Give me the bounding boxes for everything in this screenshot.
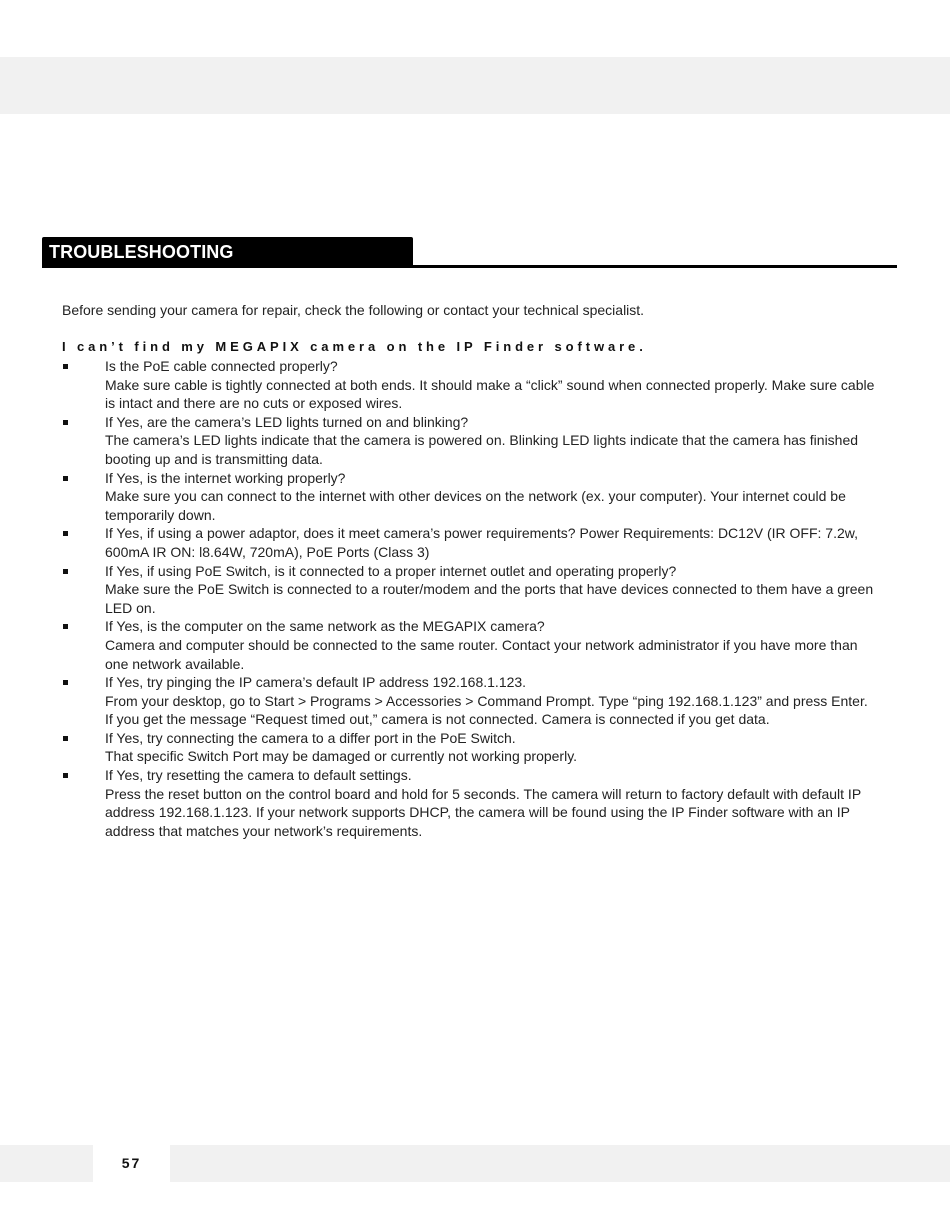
checklist-item [62,562,877,618]
checklist-answer: Make sure cable is tightly connected at both ends. It should make a “click” sound when connected properly. Make sure cable is intact and there are no cuts or exposed wires. [105,376,875,412]
square-bullet-icon [63,773,68,778]
checklist-answer: Make sure the PoE Switch is connected to a router/modem and the ports that have devices connected to them have a green LED on. [105,581,874,616]
square-bullet-icon [63,420,68,425]
troubleshooting-checklist [62,357,877,840]
square-bullet-icon [63,569,68,574]
checklist-question: If Yes, try connecting the camera to a differ port in the PoE Switch. [105,729,516,746]
square-bullet-icon [63,624,68,629]
checklist-item [62,617,877,673]
header-band [0,57,950,114]
checklist-question: If Yes, if using PoE Switch, is it connected to a proper internet outlet and operating properly? [105,562,677,579]
checklist-answer: Make sure you can connect to the internet with other devices on the network (ex. your computer). Your internet could be temporarily down. [105,488,846,523]
section-title: TROUBLESHOOTING [49,242,234,262]
checklist-question: If Yes, are the camera’s LED lights turned on and blinking? [105,413,469,430]
checklist-item [62,729,877,766]
checklist-answer: Camera and computer should be connected to the same router. Contact your network administrator if you have more than one network available. [105,636,858,672]
square-bullet-icon [63,736,68,741]
checklist-question: If Yes, try resetting the camera to default settings. [105,767,412,784]
section-title-tab [42,237,413,267]
checklist-answer: From your desktop, go to Start > Programs > Accessories > Command Prompt. Type “ping 192.168.1.123” and press Enter. If you get the message “Request timed out,” camera is not connected. Camera is connected if you get data. [105,692,868,728]
square-bullet-icon [63,476,68,481]
troubleshooting-question: I can’t find my MEGAPIX camera on the IP Finder software. [62,339,647,354]
checklist-question: If Yes, is the computer on the same network as the MEGAPIX camera? [105,618,545,635]
section-header [42,237,897,269]
section-rule [42,265,897,268]
square-bullet-icon [63,531,68,536]
checklist-item [62,524,877,561]
page-number: 57 [121,1155,142,1171]
checklist-item [62,673,877,729]
checklist-item [62,766,877,840]
checklist-item [62,357,877,413]
checklist-question: If Yes, if using a power adaptor, does it meet camera’s power requirements? Power Requirements: DC12V (IR OFF: 7.2w, 600mA IR ON: l8.64W, 720mA), PoE Ports (Class 3) [105,525,858,560]
intro-text: Before sending your camera for repair, check the following or contact your technical specialist. [62,302,645,318]
checklist-answer: Press the reset button on the control board and hold for 5 seconds. The camera will return to factory default with default IP address 192.168.1.123. If your network supports DHCP, the camera will be found using the IP Finder software with an IP address that matches your network’s requirements. [105,785,861,839]
checklist-answer: That specific Switch Port may be damaged or currently not working properly. [105,748,578,765]
checklist-question: If Yes, is the internet working properly? [105,469,346,486]
checklist-item [62,413,877,469]
square-bullet-icon [63,364,68,369]
checklist-item [62,469,877,525]
page-number-box [93,1145,170,1182]
checklist-question: If Yes, try pinging the IP camera’s default IP address 192.168.1.123. [105,674,527,691]
checklist-answer: The camera’s LED lights indicate that the camera is powered on. Blinking LED lights indicate that the camera has finished booting up and is transmitting data. [105,432,859,467]
square-bullet-icon [63,680,68,685]
checklist-question: Is the PoE cable connected properly? [105,358,338,374]
